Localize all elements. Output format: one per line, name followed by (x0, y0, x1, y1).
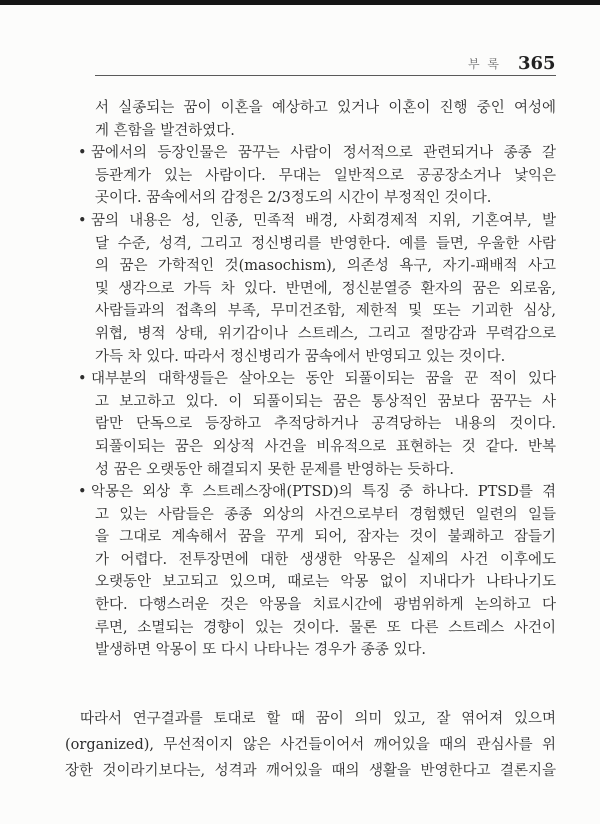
line-text: 을 그대로 계속해서 꿈을 꾸게 되어, 잠자는 것이 불쾌하고 잠들기 (95, 529, 556, 546)
line-text: 및 생각으로 가득 차 있다. 반면에, 정신분열증 환자의 꿈은 외로움, (95, 280, 556, 297)
line-text: 되풀이되는 꿈은 외상적 사건을 비유적으로 표현하는 것 같다. 반복 (95, 438, 556, 455)
line-text: 꿈의 내용은 성, 인종, 민족적 배경, 사회경제적 지위, 기혼여부, 발 (91, 212, 556, 229)
text-line (0, 526, 600, 549)
line-text: 악몽은 외상 후 스트레스장애(PTSD)의 특징 중 하나다. PTSD를 겪 (91, 484, 556, 501)
line-text: 람만 단독으로 등장하고 추적당하거나 공격당하는 내용의 것이다. (95, 416, 556, 433)
line-text: 위협, 병적 상태, 위기감이나 스트레스, 그리고 절망감과 무력감으로 (95, 325, 556, 342)
continued-text (0, 97, 600, 142)
line-text: 가 어렵다. 전투장면에 대한 생생한 악몽은 실제의 사건 이후에도 (95, 551, 556, 568)
text-line (0, 594, 600, 617)
line-text: 고 보고하고 있다. 이 되풀이되는 꿈은 통상적인 꿈보다 꿈꾸는 사 (95, 393, 556, 410)
line-text: 꿈에서의 등장인물은 꿈꾸는 사람이 정서적으로 관련되거나 종종 갈 (91, 145, 556, 162)
line-text: 오랫동안 보고되고 있으며, 때로는 악몽 없이 지내다가 나타나기도 (95, 574, 556, 591)
line-text: 등관계가 있는 사람이다. 무대는 일반적으로 공공장소거나 낯익은 (95, 167, 556, 184)
scan-edge (0, 0, 600, 5)
line-text: 고 있는 사람들은 종종 외상의 사건으로부터 경험했던 일련의 일들 (95, 506, 556, 523)
text-line (0, 391, 600, 414)
bullet: • (78, 145, 87, 162)
bullet-item (0, 481, 600, 662)
text-line (0, 617, 600, 640)
text-line (0, 120, 600, 143)
line-text: 성 꿈은 오랫동안 해결되지 못한 문제를 반영하는 듯하다. (95, 461, 455, 478)
text-line (0, 278, 600, 301)
text-line (0, 504, 600, 527)
text-line (0, 481, 600, 504)
body-text (0, 97, 600, 662)
header-rule (95, 75, 556, 76)
text-line (0, 210, 600, 233)
line-text: 서 실종되는 꿈이 이혼을 예상하고 있거나 이혼이 진행 중인 여성에 (95, 100, 556, 116)
text-line (0, 300, 600, 323)
line-text: 장한 것이라기보다는, 성격과 깨어있을 때의 생활을 반영한다고 결론지을 (65, 763, 556, 779)
line-text: 의 꿈은 가학적인 것(masochism), 의존성 욕구, 자기-패배적 사고 (95, 258, 556, 275)
text-line (0, 732, 600, 758)
line-text: 대부분의 대학생들은 살아오는 동안 되풀이되는 꿈을 꾼 적이 있다 (91, 371, 556, 388)
text-line (0, 436, 600, 459)
line-text: 한다. 다행스러운 것은 악몽을 치료시간에 광범위하게 논의하고 다 (95, 597, 556, 614)
line-text: 가득 차 있다. 따라서 정신병리가 꿈속에서 반영되고 있는 것이다. (95, 348, 506, 365)
text-line (0, 97, 600, 120)
bullet-item (0, 210, 600, 368)
line-text: 달 수준, 성격, 그리고 정신병리를 반영한다. 예를 들면, 우울한 사람 (95, 235, 556, 252)
bullet-item (0, 368, 600, 481)
line-text: 루면, 소멸되는 경향이 있는 것이다. 물론 또 다른 스트레스 사건이 (95, 619, 556, 636)
bullet: • (78, 212, 87, 229)
text-line (0, 459, 600, 482)
page-number: 365 (518, 53, 556, 74)
text-line (0, 549, 600, 572)
line-text: 발생하면 악몽이 또 다시 나타나는 경우가 종종 있다. (95, 642, 427, 659)
paragraph (0, 706, 600, 784)
line-text: 게 흔함을 발견하였다. (95, 122, 235, 139)
text-line (0, 413, 600, 436)
text-line (0, 255, 600, 278)
text-line (0, 165, 600, 188)
text-line (0, 142, 600, 165)
text-line (0, 571, 600, 594)
line-text: (organized), 무선적이지 않은 사건들이어서 깨어있을 때의 관심사를 위 (65, 737, 556, 753)
text-line (0, 323, 600, 346)
text-line (0, 233, 600, 256)
section-label: 부 록 (468, 57, 501, 71)
bullet: • (78, 371, 87, 388)
text-line (0, 758, 600, 784)
bullet-item (0, 142, 600, 210)
text-line (0, 639, 600, 662)
line-text: 따라서 연구결과를 토대로 할 때 꿈이 의미 있고, 잘 엮어져 있으며 (80, 711, 556, 727)
line-text: 곳이다. 꿈속에서의 감정은 2/3정도의 시간이 부정적인 것이다. (95, 190, 492, 207)
text-line (0, 706, 600, 732)
bullet: • (78, 484, 87, 501)
line-text: 사람들과의 접촉의 부족, 무미건조함, 제한적 및 또는 기괴한 심상, (95, 303, 556, 320)
text-line (0, 368, 600, 391)
text-line (0, 187, 600, 210)
text-line (0, 346, 600, 369)
